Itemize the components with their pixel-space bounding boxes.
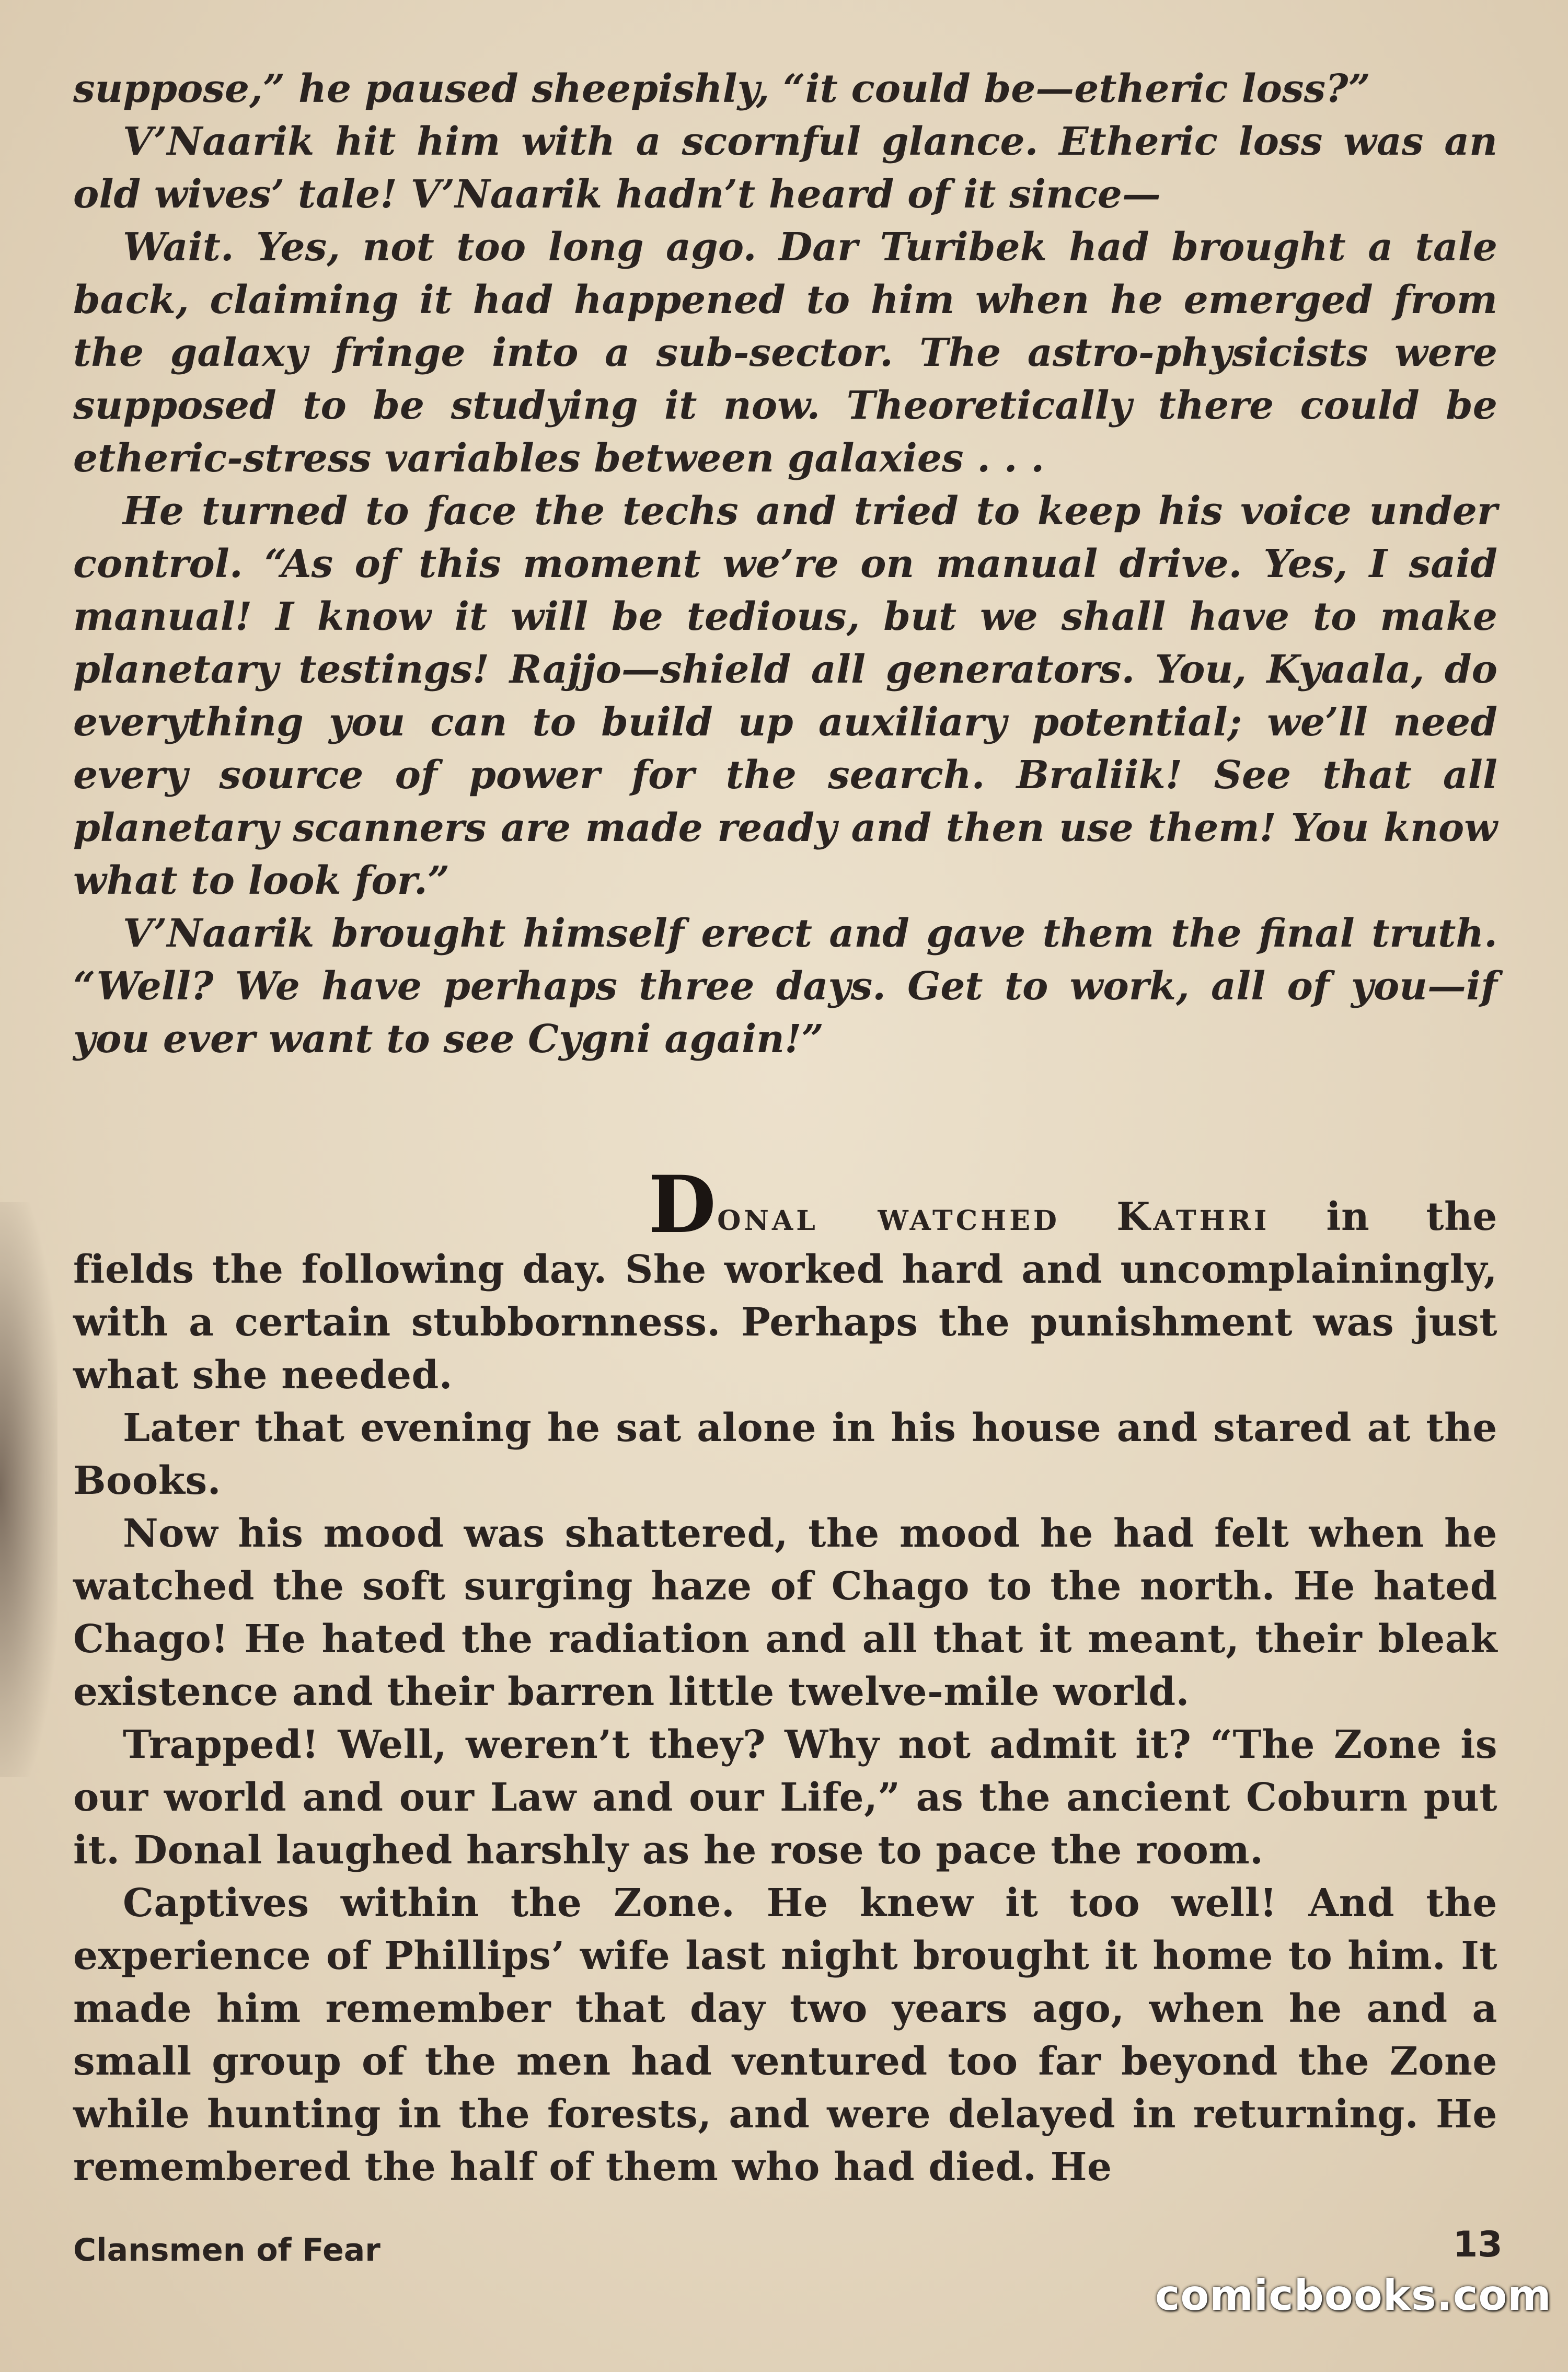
paragraph: Later that evening he sat alone in his house and stared at the Books. [73,1406,1497,1503]
watermark: comicbooks.com [1155,2271,1552,2320]
roman-passage [73,1159,1497,2194]
paragraph: Wait. Yes, not too long ago. Dar Turibek had brought a tale back, claiming it had happened to him when he emerged from the galaxy fringe into a sub-sector. The astro-physicists were supposed to be studying it now. Theoretically there could be etheric-stress variables between galaxies . . . [73,225,1497,481]
page-number: 13 [1453,2224,1503,2265]
page-edge-shadow [0,1202,57,1777]
paragraph: Trapped! Well, weren’t they? Why not admit it? “The Zone is our world and our Law and our Life,” as the ancient Coburn put it. Donal laughed harshly as he rose to pace the room. [73,1722,1497,1873]
paragraph: He turned to face the techs and tried to keep his voice under control. “As of this moment we’re on manual drive. Yes, I said manual! I know it will be tedious, but we shall have to make planetary testings! Rajjo—shield all generators. You, Kyaala, do everything you can to build up auxiliary potential; we’ll need every source of power for the search. Braliik! See that all planetary scanners are made ready and then use them! You know what to look for.” [73,489,1497,903]
paragraph: Now his mood was shattered, the mood he had felt when he watched the soft surging haze of Chago to the north. He hated Chago! He hated the radiation and all that it meant, their bleak existence and their barren little twelve-mile world. [73,1511,1497,1714]
section-opening-line [73,1159,1497,1251]
opening-line-tail: in the [1326,1194,1497,1239]
paragraph: suppose,” he paused sheepishly, “it could be—etheric loss?” [73,66,1371,111]
section-opening-paragraph [73,1159,1497,1402]
running-footer-title: Clansmen of Fear [73,2232,381,2269]
drop-cap: D [648,1159,718,1251]
character-name: Kathri [1116,1194,1270,1239]
paragraph: Captives within the Zone. He knew it too well! And the experience of Phillips’ wife last night brought it home to him. It made him remember that day two years ago, when he and a small group of the men had ventured too far beyond the Zone while hunting in the forests, and were delayed in returning. He remembered the half of them who had died. He [73,1881,1497,2190]
paragraph: V’Naarik hit him with a scornful glance. Etheric loss was an old wives’ tale! V’Naarik hadn’t heard of it since— [73,119,1497,217]
italic-passage [73,63,1497,1066]
opening-text: fields the following day. She worked hard and uncomplainingly, with a certain stubbornness. Perhaps the punishment was just what she needed. [73,1247,1497,1398]
small-caps-lead: onal watched [717,1194,1060,1239]
paragraph: V’Naarik brought himself erect and gave them the final truth. “Well? We have perhaps three days. Get to work, all of you—if you ever want to see Cygni again!” [73,911,1497,1062]
